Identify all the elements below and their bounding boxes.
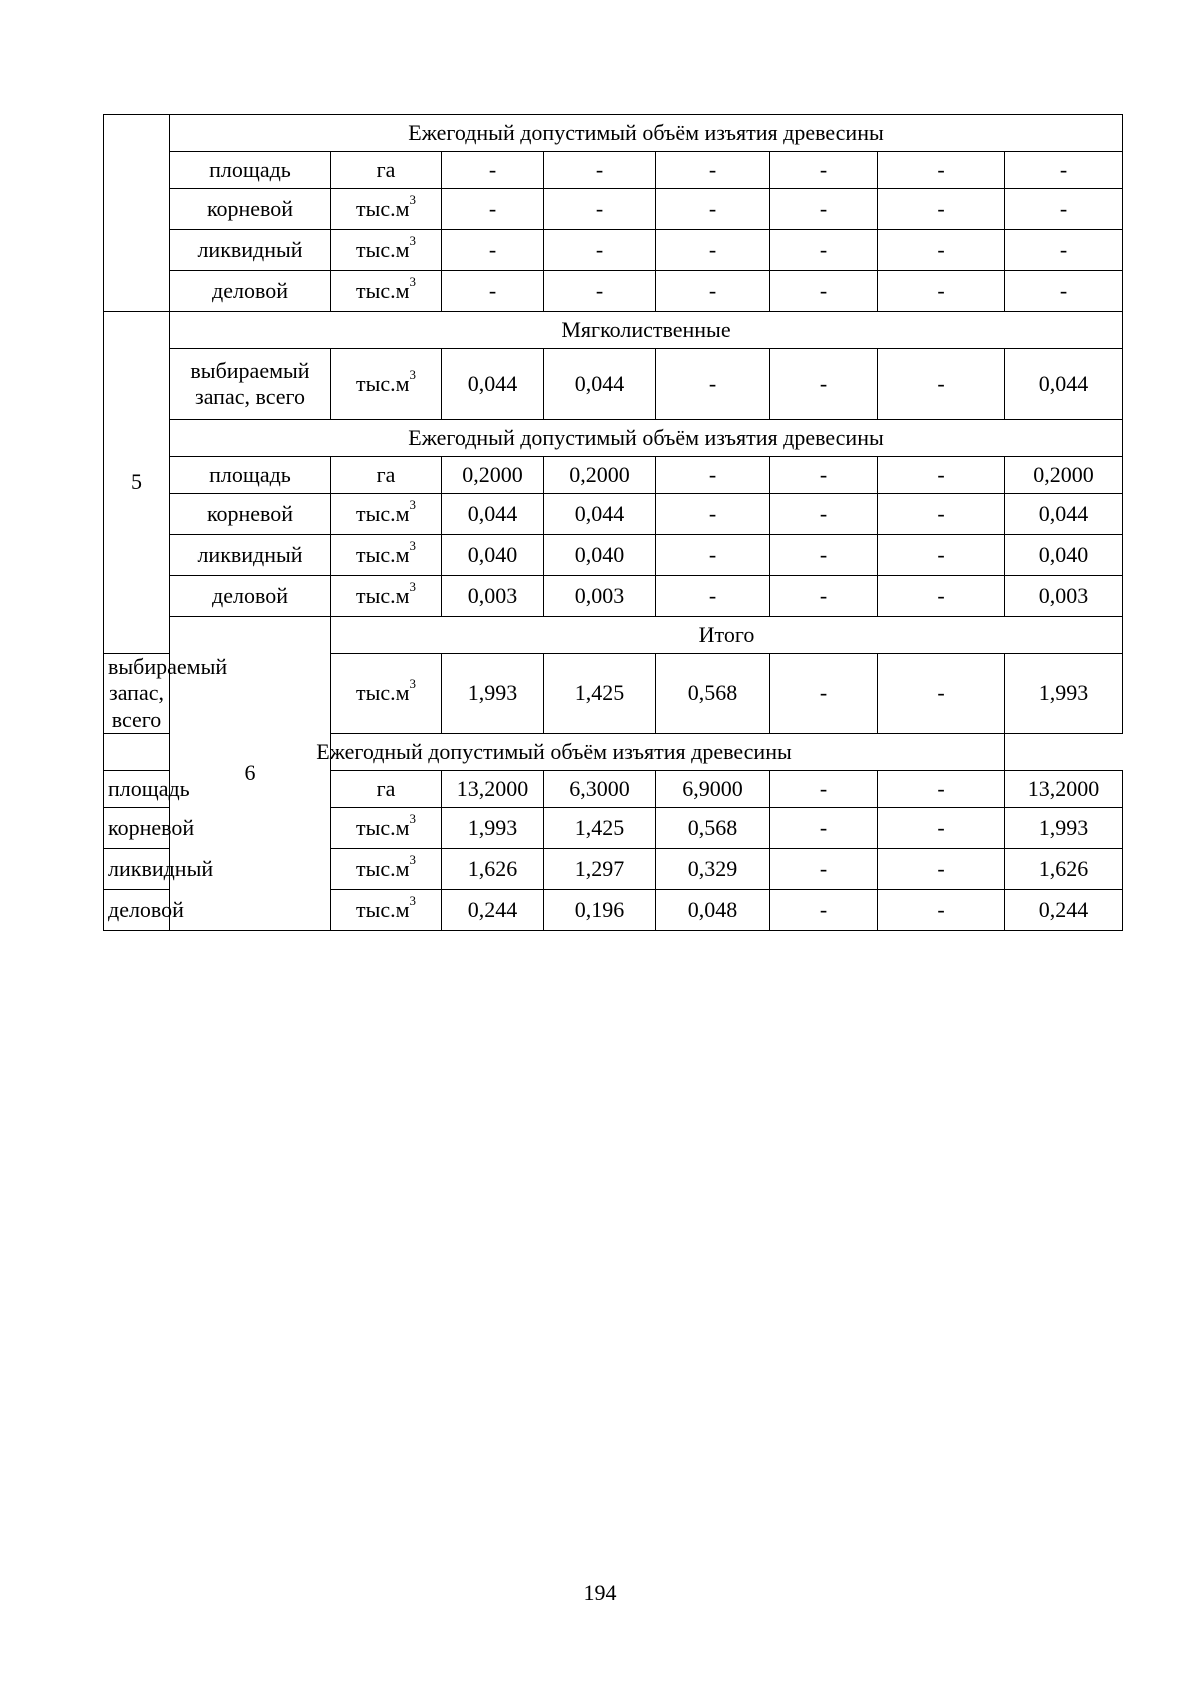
value-cell: -	[878, 494, 1005, 535]
unit-cell	[331, 849, 442, 890]
table-row	[104, 734, 1123, 771]
value-cell: -	[656, 189, 770, 230]
value-cell: 0,568	[656, 654, 770, 734]
table-row	[104, 189, 1123, 230]
row-label: деловой	[170, 271, 331, 312]
value-cell: -	[656, 535, 770, 576]
section-number-cell: 5	[104, 312, 170, 654]
value-cell: -	[770, 771, 878, 808]
section-title: Итого	[331, 617, 1123, 654]
unit-cell	[331, 271, 442, 312]
value-cell: -	[770, 535, 878, 576]
value-cell: 1,626	[442, 849, 544, 890]
value-cell: 0,044	[442, 349, 544, 420]
value-cell: -	[1005, 230, 1123, 271]
unit-superscript: 3	[409, 232, 417, 248]
value-cell: -	[878, 535, 1005, 576]
value-cell: 0,2000	[544, 457, 656, 494]
value-cell: -	[1005, 152, 1123, 189]
value-cell: -	[656, 152, 770, 189]
unit-superscript: 3	[409, 892, 417, 908]
value-cell: -	[656, 576, 770, 617]
unit-superscript: 3	[409, 676, 417, 692]
value-cell: -	[1005, 271, 1123, 312]
value-cell: -	[878, 230, 1005, 271]
value-cell: 0,003	[1005, 576, 1123, 617]
value-cell: -	[770, 890, 878, 931]
value-cell: -	[770, 349, 878, 420]
value-cell: 0,040	[544, 535, 656, 576]
row-label-line: выбираемый	[108, 654, 228, 679]
unit-text: тыс.м	[355, 680, 410, 706]
value-cell: 0,244	[442, 890, 544, 931]
value-cell: -	[878, 576, 1005, 617]
table-row	[104, 312, 1123, 349]
subsection-header: Ежегодный допустимый объём изъятия древесины	[104, 734, 1005, 771]
value-cell: -	[878, 890, 1005, 931]
row-label: деловой	[170, 576, 331, 617]
unit-cell	[331, 494, 442, 535]
value-cell: 0,329	[656, 849, 770, 890]
value-cell: 1,425	[544, 654, 656, 734]
value-cell: -	[442, 271, 544, 312]
table-row	[104, 349, 1123, 420]
unit-text: тыс.м	[355, 277, 410, 303]
unit-text: тыс.м	[355, 582, 410, 608]
value-cell: 0,003	[442, 576, 544, 617]
value-cell: -	[770, 654, 878, 734]
unit-text: тыс.м	[355, 195, 410, 221]
unit-superscript: 3	[409, 578, 417, 594]
value-cell: -	[770, 494, 878, 535]
table-row	[104, 535, 1123, 576]
table-row	[104, 152, 1123, 189]
row-label: площадь	[170, 457, 331, 494]
row-label: деловой	[104, 890, 170, 931]
value-cell: -	[770, 189, 878, 230]
value-cell: 1,993	[1005, 654, 1123, 734]
value-cell: -	[656, 271, 770, 312]
value-cell: -	[656, 457, 770, 494]
value-cell: -	[770, 457, 878, 494]
unit-superscript: 3	[409, 191, 417, 207]
value-cell: -	[770, 152, 878, 189]
value-cell: 0,044	[544, 494, 656, 535]
value-cell: -	[1005, 189, 1123, 230]
row-label-line: запас, всего	[195, 384, 305, 409]
unit-superscript: 3	[409, 810, 417, 826]
value-cell: 0,044	[442, 494, 544, 535]
unit-cell	[331, 230, 442, 271]
unit-cell: га	[331, 152, 442, 189]
value-cell: 6,3000	[544, 771, 656, 808]
value-cell: 0,044	[1005, 494, 1123, 535]
table-row	[104, 494, 1123, 535]
value-cell: 1,993	[442, 808, 544, 849]
value-cell: -	[442, 152, 544, 189]
table-row	[104, 115, 1123, 152]
value-cell: -	[770, 849, 878, 890]
unit-cell	[331, 576, 442, 617]
unit-text: тыс.м	[355, 896, 410, 922]
section-number-cell	[104, 115, 170, 312]
value-cell: -	[544, 189, 656, 230]
value-cell: -	[770, 576, 878, 617]
value-cell: -	[544, 271, 656, 312]
value-cell: -	[656, 230, 770, 271]
value-cell: 0,044	[1005, 349, 1123, 420]
unit-superscript: 3	[409, 851, 417, 867]
value-cell: -	[878, 457, 1005, 494]
value-cell: -	[878, 771, 1005, 808]
unit-text: тыс.м	[355, 236, 410, 262]
value-cell: 0,196	[544, 890, 656, 931]
unit-cell	[331, 808, 442, 849]
table-row	[104, 617, 1123, 654]
row-label: корневой	[170, 189, 331, 230]
unit-cell: га	[331, 457, 442, 494]
value-cell: -	[878, 271, 1005, 312]
unit-text: тыс.м	[355, 814, 410, 840]
value-cell: -	[442, 230, 544, 271]
row-label-line: выбираемый	[190, 357, 310, 383]
unit-superscript: 3	[409, 537, 417, 553]
value-cell: -	[878, 849, 1005, 890]
row-label	[170, 349, 331, 420]
value-cell: 0,048	[656, 890, 770, 931]
value-cell: -	[770, 271, 878, 312]
value-cell: 0,044	[544, 349, 656, 420]
value-cell: 0,003	[544, 576, 656, 617]
row-label: корневой	[104, 808, 170, 849]
value-cell: 0,2000	[442, 457, 544, 494]
row-label: ликвидный	[104, 849, 170, 890]
value-cell: 13,2000	[442, 771, 544, 808]
page-number: 194	[583, 1580, 617, 1605]
value-cell: 0,244	[1005, 890, 1123, 931]
value-cell: -	[878, 808, 1005, 849]
unit-text: тыс.м	[355, 855, 410, 881]
value-cell: 1,297	[544, 849, 656, 890]
value-cell: -	[442, 189, 544, 230]
table-row	[104, 420, 1123, 457]
unit-cell	[331, 654, 442, 734]
value-cell: -	[770, 230, 878, 271]
value-cell: 0,040	[1005, 535, 1123, 576]
subsection-header: Ежегодный допустимый объём изъятия древесины	[170, 115, 1123, 152]
row-label	[104, 654, 228, 734]
value-cell: -	[878, 654, 1005, 734]
value-cell: 0,2000	[1005, 457, 1123, 494]
unit-text: тыс.м	[355, 370, 410, 396]
row-label: площадь	[170, 152, 331, 189]
unit-superscript: 3	[409, 496, 417, 512]
forest-harvest-table	[103, 114, 1123, 931]
table-row	[104, 271, 1123, 312]
unit-superscript: 3	[409, 273, 417, 289]
value-cell: -	[544, 230, 656, 271]
row-label: площадь	[104, 771, 170, 808]
unit-cell	[331, 189, 442, 230]
value-cell: 1,626	[1005, 849, 1123, 890]
value-cell: -	[878, 152, 1005, 189]
value-cell: -	[544, 152, 656, 189]
row-label: корневой	[170, 494, 331, 535]
value-cell: -	[656, 349, 770, 420]
value-cell: -	[878, 349, 1005, 420]
unit-superscript: 3	[409, 366, 417, 382]
value-cell: -	[878, 189, 1005, 230]
value-cell: -	[656, 494, 770, 535]
table-row	[104, 457, 1123, 494]
row-label: ликвидный	[170, 230, 331, 271]
value-cell: 13,2000	[1005, 771, 1123, 808]
value-cell: 6,9000	[656, 771, 770, 808]
value-cell: 1,425	[544, 808, 656, 849]
value-cell: 1,993	[1005, 808, 1123, 849]
table-row	[104, 230, 1123, 271]
value-cell: 0,568	[656, 808, 770, 849]
unit-text: тыс.м	[355, 541, 410, 567]
unit-cell	[331, 890, 442, 931]
section-number-cell: 6	[170, 617, 331, 931]
unit-cell	[331, 349, 442, 420]
value-cell: -	[770, 808, 878, 849]
value-cell: 1,993	[442, 654, 544, 734]
row-label-line: запас, всего	[109, 680, 164, 732]
value-cell: 0,040	[442, 535, 544, 576]
subsection-header: Ежегодный допустимый объём изъятия древесины	[170, 420, 1123, 457]
unit-text: тыс.м	[355, 500, 410, 526]
section-title: Мягколиственные	[170, 312, 1123, 349]
unit-cell: га	[331, 771, 442, 808]
unit-cell	[331, 535, 442, 576]
row-label: ликвидный	[170, 535, 331, 576]
table-row	[104, 576, 1123, 617]
